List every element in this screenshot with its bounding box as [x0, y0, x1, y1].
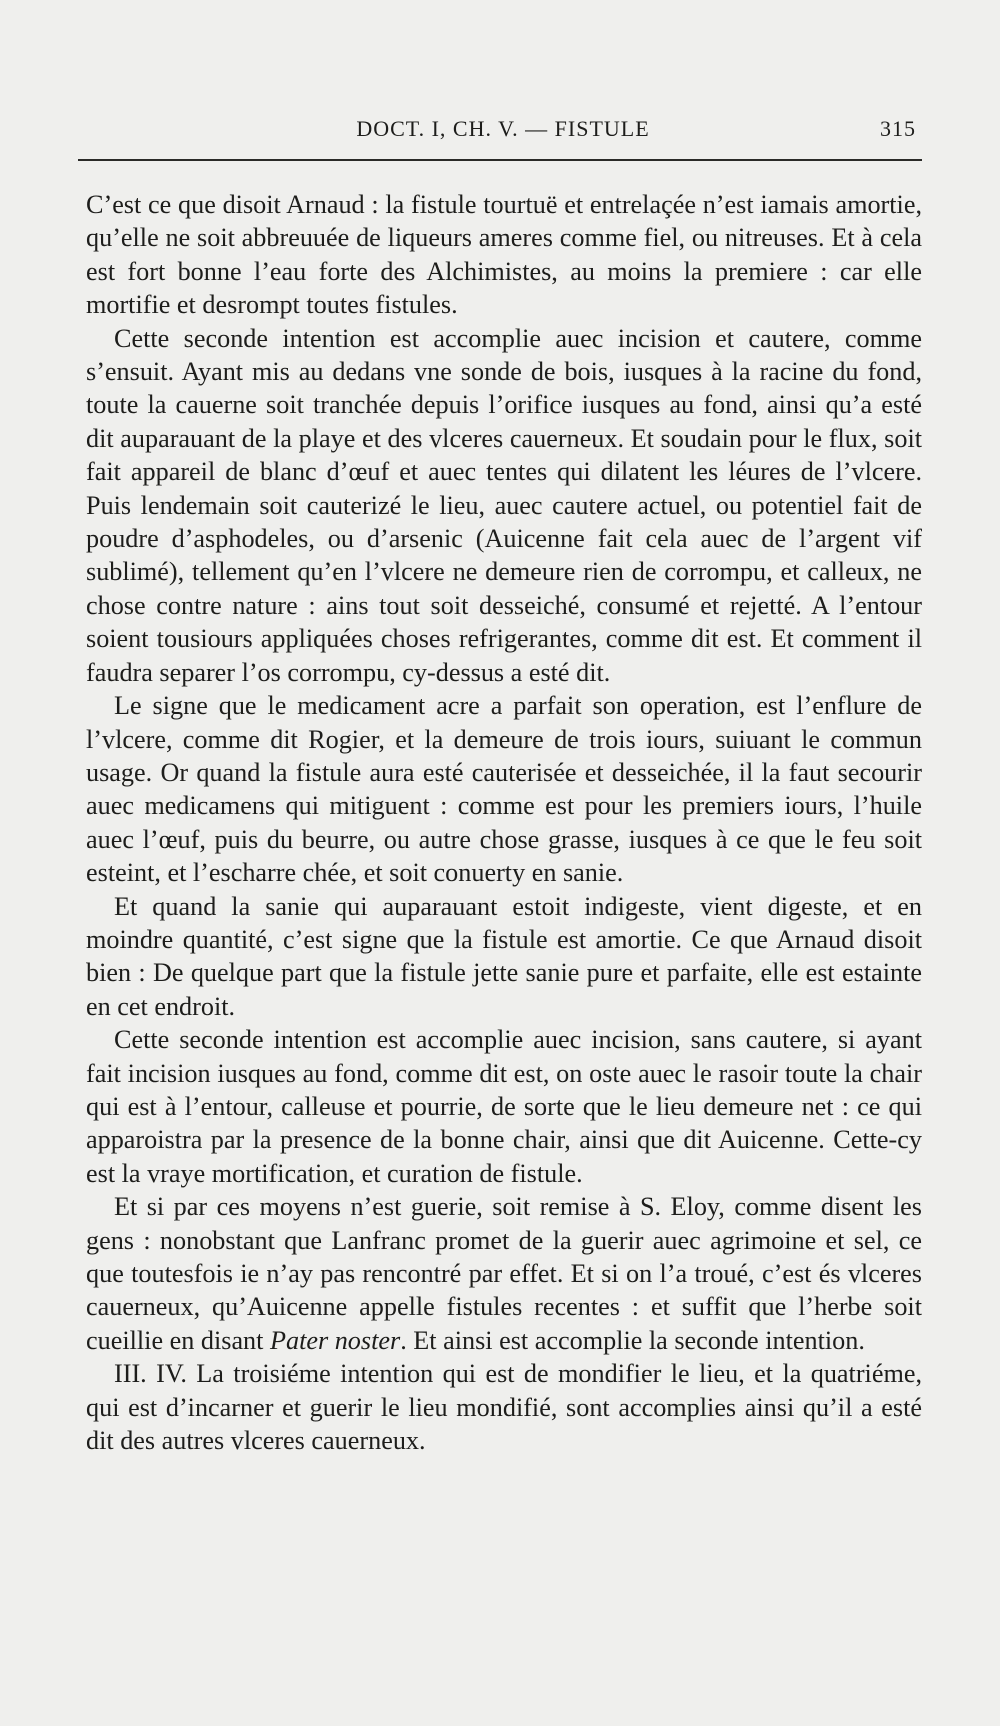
running-header	[86, 116, 920, 150]
paragraph-4: Et quand la sanie qui auparauant estoit indigeste, vient digeste, et en moindre quantité, c’est signe que la fistule est amortie. Ce que Arnaud disoit bien : De quelque part que la fistule jette sanie pure et parfaite, elle est estainte en cet endroit.	[86, 891, 922, 1021]
header-divider	[78, 159, 922, 161]
paragraph-3: Le signe que le medicament acre a parfait son operation, est l’enflure de l’vlcere, comme dit Rogier, et la demeure de trois iours, suiuant le commun usage. Or quand la fistule aura esté cauterisée et desseichée, il la faut secourir auec medicamens qui mitiguent : comme est pour les premiers iours, l’huile auec l’œuf, puis du beurre, ou autre chose grasse, iusques à ce que le feu soit esteint, et l’escharre chée, et soit conuerty en sanie.	[86, 691, 922, 888]
paragraph-5: Cette seconde intention est accomplie auec incision, sans cautere, si ayant fait incision iusques au fond, comme dit est, on oste auec le rasoir toute la chair qui est à l’entour, calleuse et pourrie, de sorte que le lieu demeure net : ce qui apparoistra par la presence de la bonne chair, ainsi que dit Auicenne. Cette-cy est la vraye mortification, et curation de fistule.	[86, 1025, 922, 1188]
paragraph-6-text-before: Et si par ces moyens n’est guerie, soit remise à S. Eloy, comme disent les gens : nonobstant que Lanfranc promet de la guerir auec agrimoine et sel, ce que toutesfois ie n’ay pas rencontré par effet. Et si on l’a troué, c’est és vlceres cauerneux, qu’Auicenne appelle fistules recentes : et suffit que l’herbe soit cueillie en disant	[86, 1192, 922, 1355]
paragraph-6-italic-phrase: Pater noster	[269, 1325, 401, 1355]
paragraph-1: C’est ce que disoit Arnaud : la fistule tourtuë et entrelaçée n’est iamais amortie, qu’elle ne soit abbreuuée de liqueurs ameres comme fiel, ou nitreuses. Et à cela est fort bonne l’eau forte des Alchimistes, au moins la premiere : car elle mortifie et desrompt toutes fistules.	[86, 190, 922, 320]
paragraph-7: III. IV. La troisiéme intention qui est de mondifier le lieu, et la quatriéme, qui est d’incarner et guerir le lieu mondifié, sont accomplies ainsi qu’il a esté dit des autres vlceres cauerneux.	[86, 1359, 922, 1456]
running-title: DOCT. I, CH. V. — FISTULE	[356, 116, 650, 141]
paragraph-6-text-after: . Et ainsi est accomplie la seconde intention.	[400, 1325, 865, 1355]
paragraph-2: Cette seconde intention est accomplie auec incision et cautere, comme s’ensuit. Ayant mis au dedans vne sonde de bois, iusques à la racine du fond, toute la cauerne soit tranchée depuis l’orifice iusques au fond, ainsi qu’a esté dit auparauant de la playe et des vlceres cauerneux. Et soudain pour le flux, soit fait appareil de blanc d’œuf et auec tentes qui dilatent les léures de l’vlcere. Puis lendemain soit cauterizé le lieu, auec cautere actuel, ou potentiel fait de poudre d’asphodeles, ou d’arsenic (Auicenne fait cela auec de l’argent vif sublimé), tellement qu’en l’vlcere ne demeure rien de corrompu, et calleux, ne chose contre nature : ains tout soit desseiché, consumé et rejetté. A l’entour soient tousiours appliquées choses refrigerantes, comme dit est. Et comment il faudra separer l’os corrompu, cy-dessus a esté dit.	[86, 323, 922, 687]
page-number: 315	[880, 116, 916, 141]
paragraph-6	[86, 1190, 922, 1357]
page-body	[86, 188, 922, 1608]
